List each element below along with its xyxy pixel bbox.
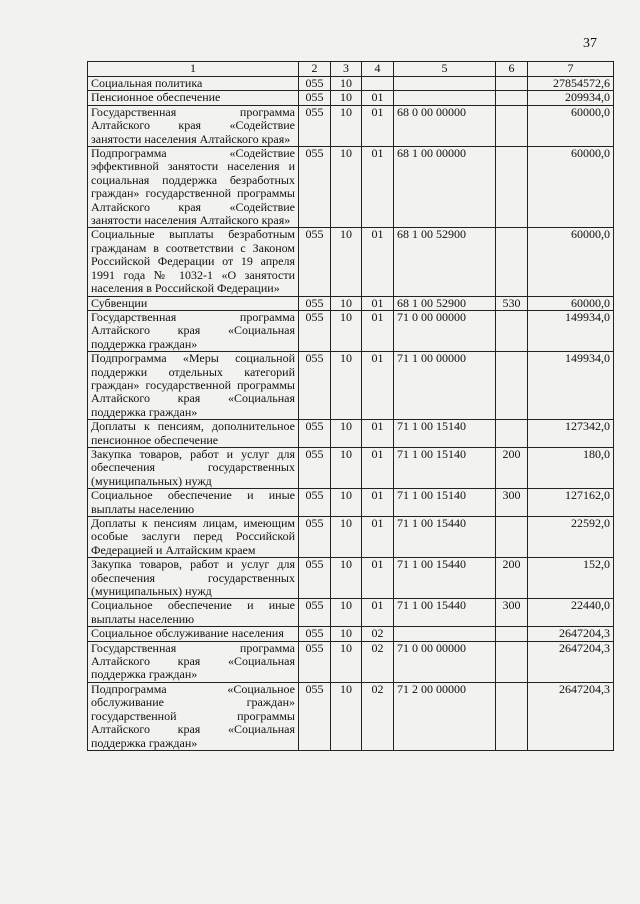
- row-name: Социальная политика: [88, 77, 299, 91]
- target-article-code: 71 1 00 15140: [394, 489, 496, 517]
- column-header: 7: [528, 62, 614, 77]
- column-header: 4: [362, 62, 394, 77]
- amount: 149934,0: [528, 352, 614, 420]
- target-article-code: 71 1 00 15440: [394, 599, 496, 627]
- amount: 22440,0: [528, 599, 614, 627]
- expense-type-code: [496, 105, 528, 146]
- section-code: 10: [331, 310, 362, 351]
- expense-type-code: [496, 517, 528, 558]
- expense-type-code: [496, 682, 528, 750]
- expense-type-code: 300: [496, 599, 528, 627]
- table-row: [88, 296, 614, 310]
- table-row: [88, 517, 614, 558]
- table-row: [88, 447, 614, 488]
- table-row: [88, 641, 614, 682]
- amount: 127162,0: [528, 489, 614, 517]
- amount: 60000,0: [528, 105, 614, 146]
- page-number: 37: [583, 36, 597, 51]
- row-name: Пенсионное обеспечение: [88, 91, 299, 105]
- row-name: Подпрограмма «Меры социальной поддержки отдельных категорий граждан» государственной программы Алтайского края «Социальная поддержка граждан»: [88, 352, 299, 420]
- ministry-code: 055: [299, 352, 331, 420]
- ministry-code: 055: [299, 517, 331, 558]
- ministry-code: 055: [299, 296, 331, 310]
- expense-type-code: 300: [496, 489, 528, 517]
- table-row: [88, 228, 614, 296]
- subsection-code: 02: [362, 682, 394, 750]
- ministry-code: 055: [299, 447, 331, 488]
- section-code: 10: [331, 641, 362, 682]
- section-code: 10: [331, 420, 362, 448]
- column-header-row: [88, 62, 614, 77]
- subsection-code: 01: [362, 310, 394, 351]
- amount: 127342,0: [528, 420, 614, 448]
- section-code: 10: [331, 296, 362, 310]
- target-article-code: [394, 627, 496, 641]
- expense-type-code: 200: [496, 447, 528, 488]
- section-code: 10: [331, 91, 362, 105]
- subsection-code: 01: [362, 296, 394, 310]
- section-code: 10: [331, 105, 362, 146]
- section-code: 10: [331, 352, 362, 420]
- section-code: 10: [331, 627, 362, 641]
- target-article-code: [394, 77, 496, 91]
- row-name: Закупка товаров, работ и услуг для обеспечения государственных (муниципальных) нужд: [88, 558, 299, 599]
- table-row: [88, 105, 614, 146]
- table-row: [88, 599, 614, 627]
- section-code: 10: [331, 77, 362, 91]
- ministry-code: 055: [299, 627, 331, 641]
- ministry-code: 055: [299, 682, 331, 750]
- table-row: [88, 310, 614, 351]
- expense-type-code: [496, 641, 528, 682]
- table-row: [88, 682, 614, 750]
- amount: 27854572,6: [528, 77, 614, 91]
- table-row: [88, 352, 614, 420]
- target-article-code: 71 2 00 00000: [394, 682, 496, 750]
- row-name: Социальное обслуживание населения: [88, 627, 299, 641]
- amount: 2647204,3: [528, 641, 614, 682]
- target-article-code: 71 1 00 15440: [394, 558, 496, 599]
- target-article-code: [394, 91, 496, 105]
- amount: 152,0: [528, 558, 614, 599]
- amount: 2647204,3: [528, 627, 614, 641]
- table-row: [88, 420, 614, 448]
- ministry-code: 055: [299, 91, 331, 105]
- expense-type-code: 200: [496, 558, 528, 599]
- subsection-code: 01: [362, 447, 394, 488]
- expense-type-code: [496, 91, 528, 105]
- subsection-code: 01: [362, 420, 394, 448]
- ministry-code: 055: [299, 641, 331, 682]
- amount: 60000,0: [528, 147, 614, 228]
- column-header: 2: [299, 62, 331, 77]
- section-code: 10: [331, 599, 362, 627]
- table-row: [88, 147, 614, 228]
- section-code: 10: [331, 489, 362, 517]
- ministry-code: 055: [299, 599, 331, 627]
- section-code: 10: [331, 517, 362, 558]
- row-name: Доплаты к пенсиям, дополнительное пенсионное обеспечение: [88, 420, 299, 448]
- table-row: [88, 489, 614, 517]
- section-code: 10: [331, 228, 362, 296]
- row-name: Социальное обеспечение и иные выплаты населению: [88, 599, 299, 627]
- expense-type-code: [496, 420, 528, 448]
- subsection-code: 02: [362, 641, 394, 682]
- target-article-code: 71 1 00 15140: [394, 447, 496, 488]
- ministry-code: 055: [299, 147, 331, 228]
- section-code: 10: [331, 558, 362, 599]
- target-article-code: 71 0 00 00000: [394, 310, 496, 351]
- column-header: 3: [331, 62, 362, 77]
- section-code: 10: [331, 682, 362, 750]
- expense-type-code: [496, 627, 528, 641]
- ministry-code: 055: [299, 105, 331, 146]
- target-article-code: 71 1 00 15140: [394, 420, 496, 448]
- ministry-code: 055: [299, 558, 331, 599]
- row-name: Субвенции: [88, 296, 299, 310]
- row-name: Доплаты к пенсиям лицам, имеющим особые заслуги перед Российской Федерацией и Алтайским краем: [88, 517, 299, 558]
- row-name: Государственная программа Алтайского края «Содействие занятости населения Алтайского края»: [88, 105, 299, 146]
- target-article-code: 68 1 00 00000: [394, 147, 496, 228]
- row-name: Подпрограмма «Содействие эффективной занятости населения и социальная поддержка безработных граждан» государственной программы Алтайского края «Содействие занятости населения Алтайского края»: [88, 147, 299, 228]
- ministry-code: 055: [299, 77, 331, 91]
- subsection-code: 01: [362, 91, 394, 105]
- amount: 209934,0: [528, 91, 614, 105]
- table-row: [88, 77, 614, 91]
- target-article-code: 71 1 00 15440: [394, 517, 496, 558]
- amount: 149934,0: [528, 310, 614, 351]
- subsection-code: 01: [362, 352, 394, 420]
- subsection-code: 01: [362, 517, 394, 558]
- row-name: Социальные выплаты безработным гражданам в соответствии с Законом Российской Федерации от 19 апреля 1991 года № 1032-1 «О занятости населения в Российской Федерации»: [88, 228, 299, 296]
- amount: 2647204,3: [528, 682, 614, 750]
- subsection-code: 01: [362, 105, 394, 146]
- row-name: Государственная программа Алтайского края «Социальная поддержка граждан»: [88, 310, 299, 351]
- table-row: [88, 627, 614, 641]
- expense-type-code: [496, 147, 528, 228]
- subsection-code: 01: [362, 147, 394, 228]
- subsection-code: 01: [362, 558, 394, 599]
- target-article-code: 71 1 00 00000: [394, 352, 496, 420]
- row-name: Подпрограмма «Социальное обслуживание граждан» государственной программы Алтайского края «Социальная поддержка граждан»: [88, 682, 299, 750]
- ministry-code: 055: [299, 420, 331, 448]
- table-row: [88, 91, 614, 105]
- amount: 60000,0: [528, 228, 614, 296]
- amount: 180,0: [528, 447, 614, 488]
- section-code: 10: [331, 447, 362, 488]
- ministry-code: 055: [299, 228, 331, 296]
- amount: 22592,0: [528, 517, 614, 558]
- amount: 60000,0: [528, 296, 614, 310]
- expense-type-code: [496, 352, 528, 420]
- target-article-code: 71 0 00 00000: [394, 641, 496, 682]
- subsection-code: 02: [362, 627, 394, 641]
- expense-type-code: 530: [496, 296, 528, 310]
- target-article-code: 68 1 00 52900: [394, 228, 496, 296]
- ministry-code: 055: [299, 310, 331, 351]
- subsection-code: 01: [362, 489, 394, 517]
- section-code: 10: [331, 147, 362, 228]
- table-row: [88, 558, 614, 599]
- ministry-code: 055: [299, 489, 331, 517]
- row-name: Закупка товаров, работ и услуг для обеспечения государственных (муниципальных) нужд: [88, 447, 299, 488]
- target-article-code: 68 0 00 00000: [394, 105, 496, 146]
- column-header: 5: [394, 62, 496, 77]
- column-header: 1: [88, 62, 299, 77]
- expense-type-code: [496, 228, 528, 296]
- expense-type-code: [496, 310, 528, 351]
- subsection-code: [362, 77, 394, 91]
- target-article-code: 68 1 00 52900: [394, 296, 496, 310]
- row-name: Социальное обеспечение и иные выплаты населению: [88, 489, 299, 517]
- expense-type-code: [496, 77, 528, 91]
- subsection-code: 01: [362, 599, 394, 627]
- row-name: Государственная программа Алтайского края «Социальная поддержка граждан»: [88, 641, 299, 682]
- column-header: 6: [496, 62, 528, 77]
- budget-table: [87, 61, 614, 751]
- subsection-code: 01: [362, 228, 394, 296]
